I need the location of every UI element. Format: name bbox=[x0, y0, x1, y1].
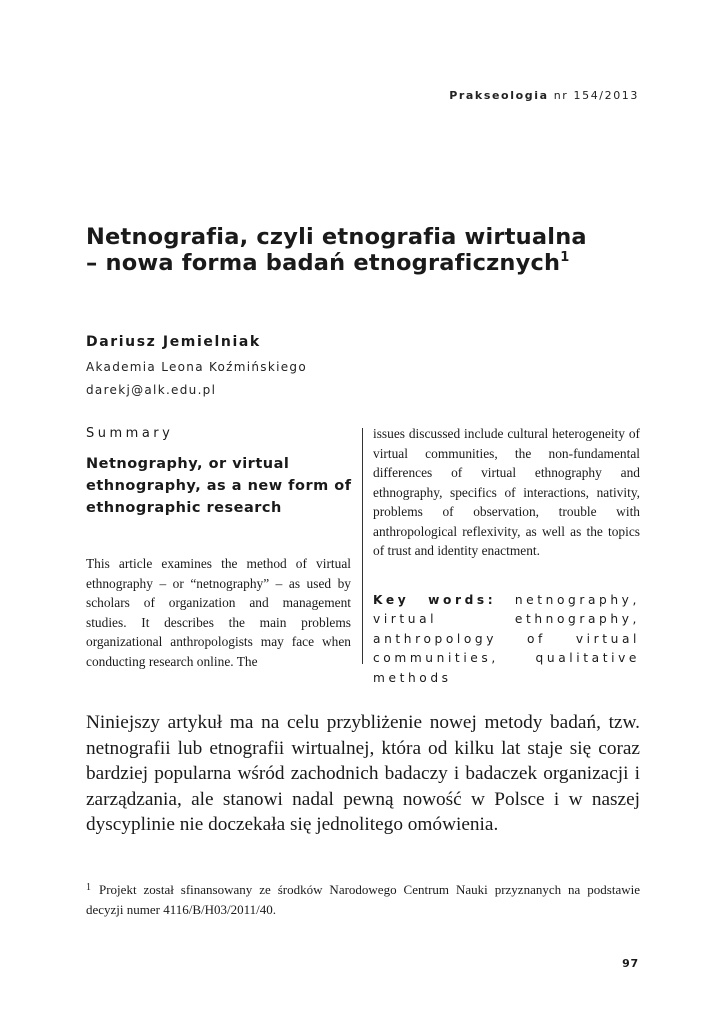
keywords bbox=[373, 591, 640, 689]
journal-name: Prakseologia bbox=[449, 89, 549, 102]
article-title bbox=[86, 224, 606, 276]
issue-number: nr 154/2013 bbox=[553, 89, 639, 102]
footnote-text: Projekt został sfinansowany ze środków Narodowego Centrum Nauki przyznanych na podstawie decyzji numer 4116/B/H03/2011/40. bbox=[86, 882, 640, 917]
author-name: Dariusz Jemielniak bbox=[86, 334, 261, 350]
article-title-text: Netnografia, czyli etnografia wirtualna – nowa forma badań etnograficznych bbox=[86, 224, 587, 276]
summary-label: Summary bbox=[86, 426, 174, 441]
intro-paragraph: Niniejszy artykuł ma na celu przybliżenie nowej metody badań, tzw. netnografii lub etnografii wirtualnej, która od kilku lat staje się coraz bardziej popularna wśród zachodnich badaczy i badaczek organizacji i zarządzania, ale stanowi nadal pewną nowość w Polsce i w naszej dyscyplinie nie doczekała się jednolitego omówienia. bbox=[86, 712, 640, 835]
summary-right-column bbox=[373, 424, 640, 688]
author-email[interactable]: darekj@alk.edu.pl bbox=[86, 383, 217, 397]
column-divider bbox=[362, 428, 363, 664]
abstract-part-2: issues discussed include cultural heterogeneity of virtual communities, the non-fundamental differences of virtual ethnography and ethnography, specifics of interactions, nativity, problems of observation, trouble with anthropological reflexivity, as well as the topics of trust and identity enactment. bbox=[373, 426, 640, 558]
title-footnote-mark[interactable]: 1 bbox=[560, 250, 570, 265]
summary-title: Netnography, or virtual ethnography, as a new form of ethnographic research bbox=[86, 456, 352, 516]
footnote-mark: 1 bbox=[86, 882, 91, 893]
footnote bbox=[86, 880, 640, 920]
keywords-list: netnography, virtual ethnography, anthropology of virtual communities, qualitative methods bbox=[373, 592, 640, 685]
keywords-label: Key words: bbox=[373, 592, 497, 607]
running-header bbox=[449, 89, 639, 102]
page-number: 97 bbox=[622, 957, 639, 970]
summary-left-column bbox=[86, 424, 351, 671]
author-affiliation: Akademia Leona Koźmińskiego bbox=[86, 360, 307, 374]
abstract-part-1: This article examines the method of virtual ethnography – or “netnography” – as used by scholars of organization and management studies. It describes the main problems organizational anthropologists may face when conducting research online. The bbox=[86, 556, 351, 669]
